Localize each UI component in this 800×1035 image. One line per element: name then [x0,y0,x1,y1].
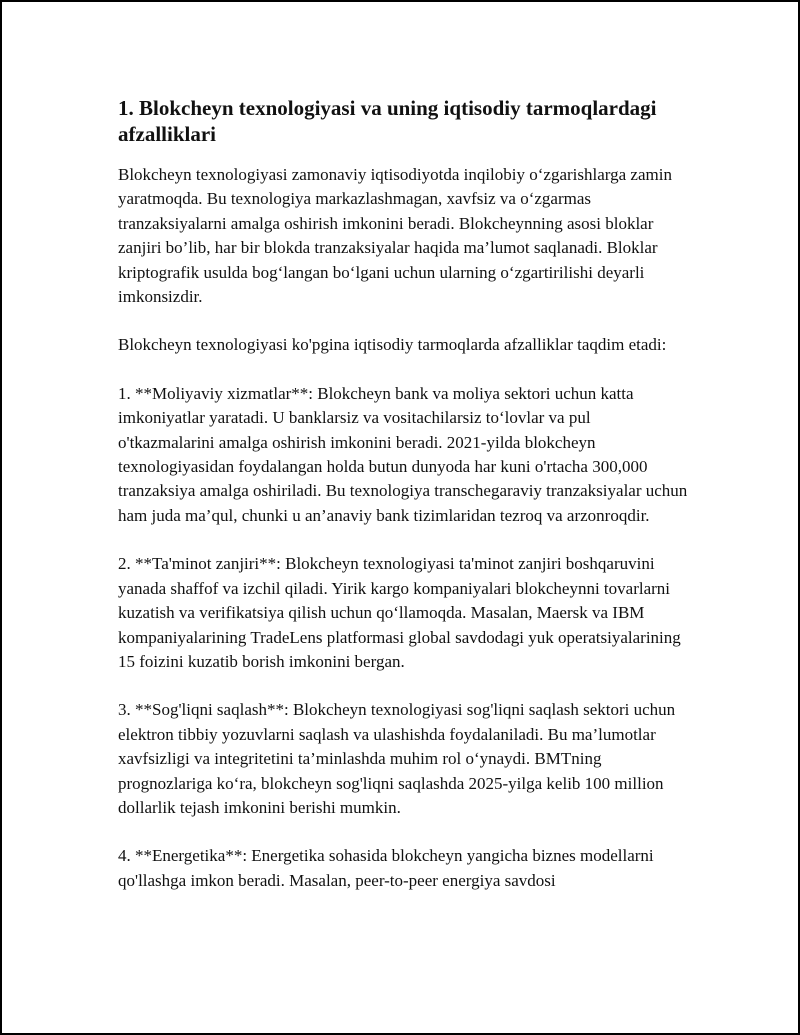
paragraph-supply-chain: 2. **Ta'minot zanjiri**: Blokcheyn texnologiyasi ta'minot zanjiri boshqaruvini yanada shaffof va izchil qiladi. Yirik kargo kompaniyalari blokcheynni tovarlarni kuzatish va verifikatsiya qilish uchun qo‘llamoqda. Masalan, Maersk va IBM kompaniyalarining TradeLens platformasi global savdodagi yuk operatsiyalarining 15 foizini kuzatib borish imkonini bergan. [118,554,681,671]
paragraph-intro: Blokcheyn texnologiyasi zamonaviy iqtisodiyotda inqilobiy o‘zgarishlarga zamin yaratmoqda. Bu texnologiya markazlashmagan, xavfsiz va o‘zgarmas tranzaksiyalarni amalga oshirish imkonini beradi. Blokcheynning asosi bloklar zanjiri bo’lib, har bir blokda tranzaksiyalar haqida ma’lumot saqlanadi. Bloklar kriptografik usulda bog‘langan bo‘lgani uchun ularning o‘zgartirilishi deyarli imkonsizdir. [118,165,672,307]
paragraph-financial-services: 1. **Moliyaviy xizmatlar**: Blokcheyn bank va moliya sektori uchun katta imkoniyatlar yaratadi. U banklarsiz va vositachilarsiz to‘lovlar va pul o'tkazmalarini amalga oshirish imkonini beradi. 2021-yilda blokcheyn texnologiyasidan foydalangan holda butun dunyoda har kuni o'rtacha 300,000 tranzaksiya amalga oshiriladi. Bu texnologiya transchegaraviy tranzaksiyalar uchun ham juda ma’qul, chunki u an’anaviy bank tizimlaridan tezroq va arzonroqdir. [118,383,688,525]
section-heading: 1. Blokcheyn texnologiyasi va uning iqtisodiy tarmoqlardagi afzalliklari [118,96,657,146]
paragraph-healthcare: 3. **Sog'liqni saqlash**: Blokcheyn texnologiyasi sog'liqni saqlash sektori uchun elektron tibbiy yozuvlarni saqlash va ulashishda foydalaniladi. Bu ma’lumotlar xavfsizligi va integritetini ta’minlashda muhim rol o‘ynaydi. BMTning prognozlariga ko‘ra, blokcheyn sog'liqni saqlashda 2025-yilga kelib 100 million dollarlik tejash imkonini berishi mumkin. [118,700,676,817]
paragraph-energy: 4. **Energetika**: Energetika sohasida blokcheyn yangicha biznes modellarni qo'llashga imkon beradi. Masalan, peer-to-peer energiya savdosi [118,846,654,890]
paragraph-advantages-lead: Blokcheyn texnologiyasi ko'pgina iqtisodiy tarmoqlarda afzalliklar taqdim etadi: [118,335,667,355]
document-body [118,95,688,917]
